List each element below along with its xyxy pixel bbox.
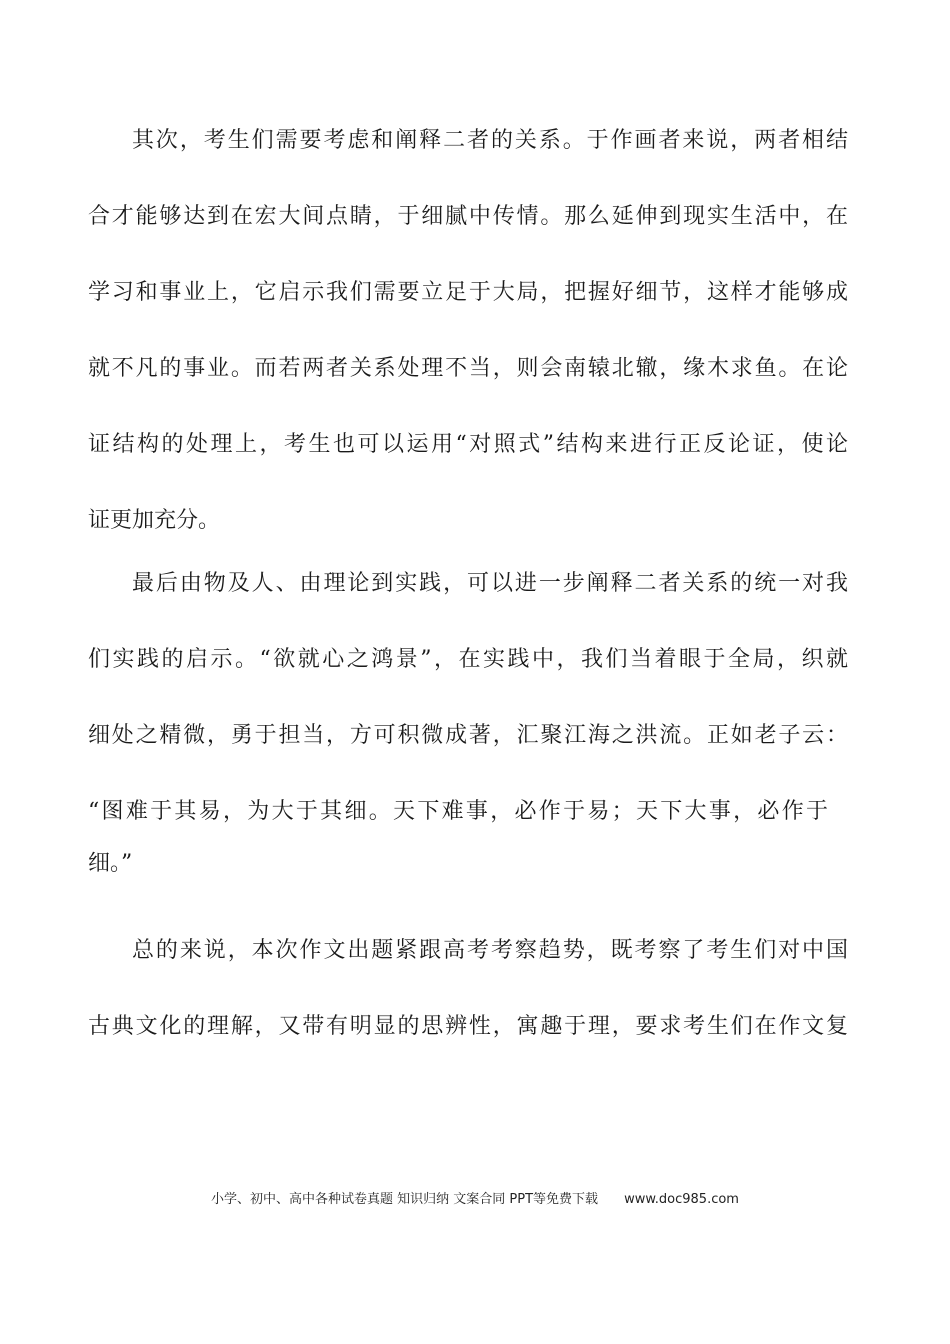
footer-url[interactable]: www.doc985.com [624,1192,739,1207]
paragraph-1-line-5: 证结构的处理上，考生也可以运用“对照式”结构来进行正反论证，使论 [88,432,848,457]
footer-text: 小学、初中、高中各种试卷真题 知识归纳 文案合同 PPT等免费下载 [211,1192,599,1207]
paragraph-3-line-2: 古典文化的理解，又带有明显的思辨性，寓趣于理，要求考生们在作文复 [88,1014,848,1039]
paragraph-2-line-2: 们实践的启示。“欲就心之鸿景”，在实践中，我们当着眼于全局，织就 [88,647,848,672]
paragraph-2-line-3: 细处之精微，勇于担当，方可积微成著，汇聚江海之洪流。正如老子云： [88,723,848,748]
paragraph-2-line-1: 最后由物及人、由理论到实践，可以进一步阐释二者关系的统一对我 [132,571,848,596]
paragraph-1-line-3: 学习和事业上，它启示我们需要立足于大局，把握好细节，这样才能够成 [88,280,848,305]
paragraph-1-line-2: 合才能够达到在宏大间点睛，于细腻中传情。那么延伸到现实生活中，在 [88,204,848,229]
paragraph-1-line-6: 证更加充分。 [88,508,221,533]
paragraph-3-line-1: 总的来说，本次作文出题紧跟高考考察趋势，既考察了考生们对中国 [132,938,848,963]
paragraph-1-line-4: 就不凡的事业。而若两者关系处理不当，则会南辕北辙，缘木求鱼。在论 [88,356,848,381]
paragraph-2-line-4: “图难于其易，为大于其细。天下难事，必作于易；天下大事，必作于 [88,799,828,824]
paragraph-2-line-5: 细。” [88,851,133,876]
page-footer [0,1188,950,1207]
paragraph-1-line-1: 其次，考生们需要考虑和阐释二者的关系。于作画者来说，两者相结 [132,128,848,153]
